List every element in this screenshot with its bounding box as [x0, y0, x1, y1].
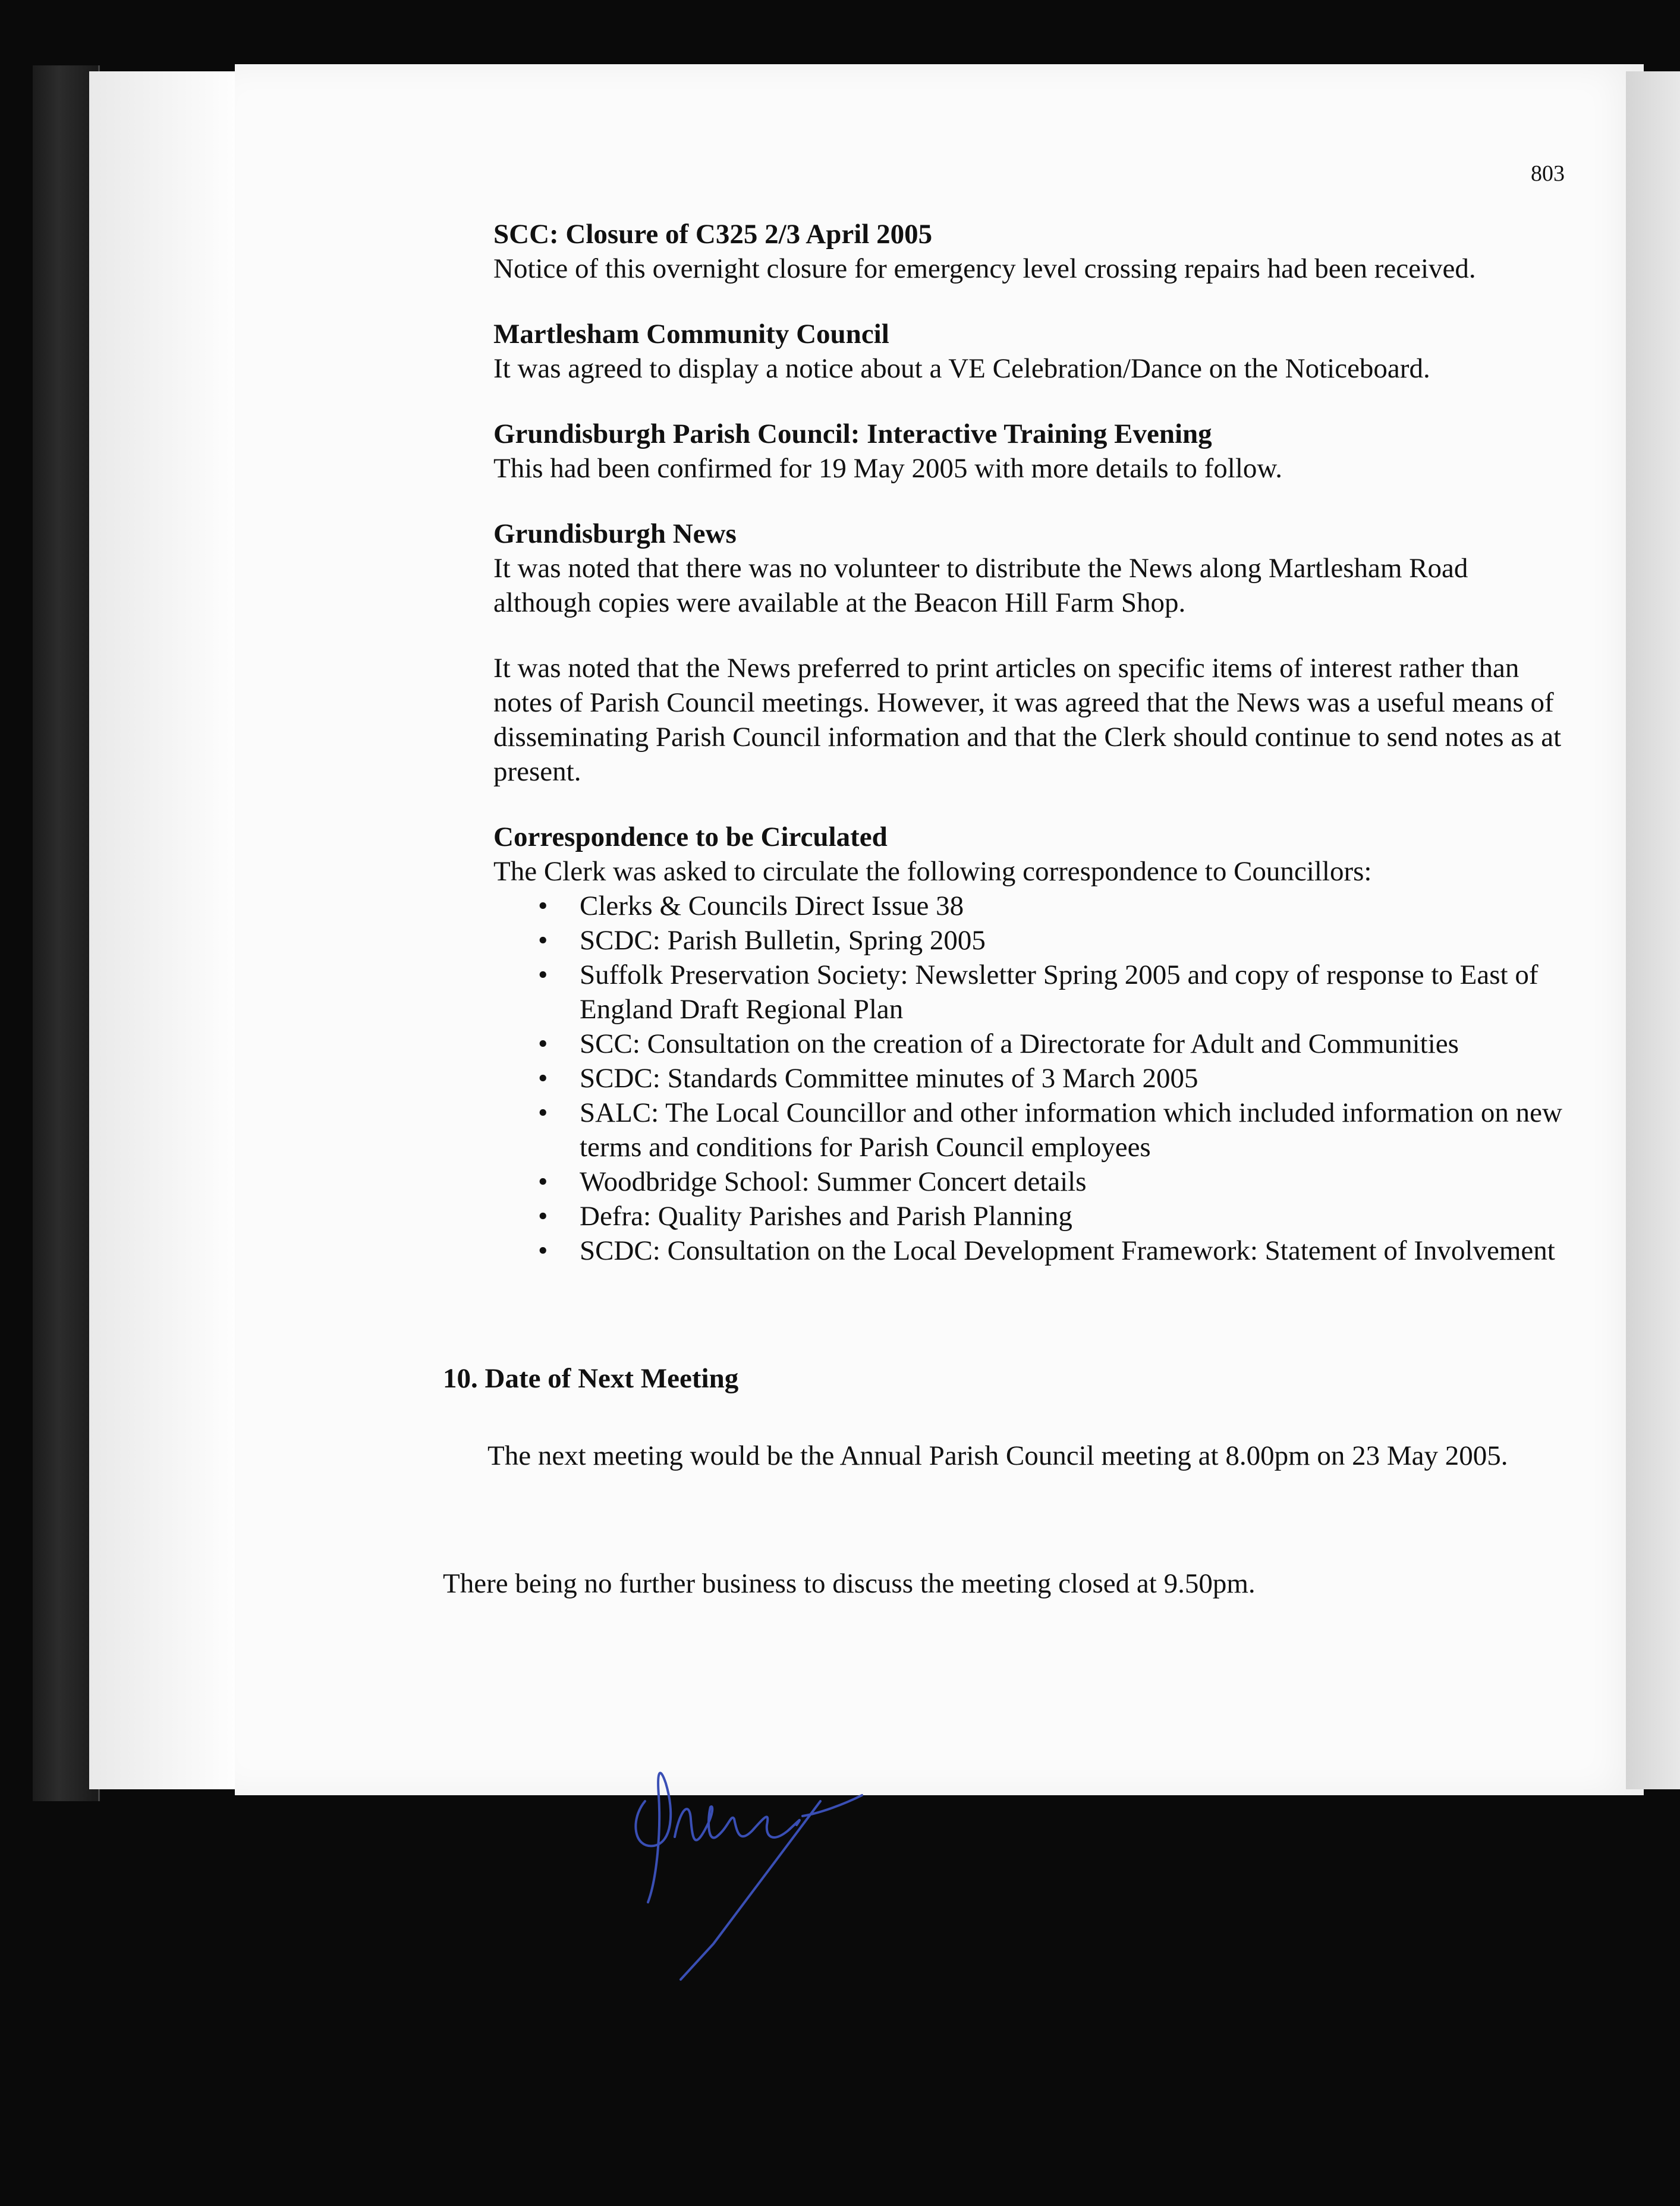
section-grundisburgh-news: [493, 517, 1563, 789]
section-martlesham: [493, 317, 1563, 386]
correspondence-list: [493, 889, 1563, 1268]
section-grundisburgh-pc: [493, 417, 1563, 486]
section-paragraph: This had been confirmed for 19 May 2005 with more details to follow.: [493, 453, 1283, 484]
section-paragraph: It was noted that the News preferred to print articles on specific items of interest rather than notes of Parish Council meetings. However, it was agreed that the News was a useful means of disseminating Parish Council information and that the Clerk should continue to send notes as at present.: [493, 653, 1562, 787]
page-stack-edge: [89, 71, 244, 1789]
section-heading: Grundisburgh Parish Council: Interactive Training Evening: [493, 418, 1212, 449]
section-heading: SCC: Closure of C325 2/3 April 2005: [493, 219, 933, 250]
list-item: • SALC: The Local Councillor and other information which included information on new terms and conditions for Parish Council employees: [580, 1096, 1563, 1165]
signature-strokes: [635, 1773, 862, 1980]
list-item: • Defra: Quality Parishes and Parish Planning: [580, 1199, 1563, 1233]
list-item: • SCC: Consultation on the creation of a Directorate for Adult and Communities: [580, 1027, 1563, 1061]
section-heading: Correspondence to be Circulated: [493, 822, 888, 852]
next-meeting-text: The next meeting would be the Annual Parish Council meeting at 8.00pm on 23 May 2005.: [487, 1440, 1508, 1471]
closing-statement: There being no further business to discuss the meeting closed at 9.50pm.: [443, 1568, 1256, 1599]
list-item: • SCDC: Parish Bulletin, Spring 2005: [580, 923, 1563, 958]
correspondence-intro: The Clerk was asked to circulate the following correspondence to Councillors:: [493, 856, 1372, 887]
section-paragraph: Notice of this overnight closure for emergency level crossing repairs had been received.: [493, 253, 1476, 284]
section-next-meeting: [443, 1361, 1572, 1473]
next-page-edge: [1626, 71, 1680, 1789]
list-item: • Woodbridge School: Summer Concert details: [580, 1165, 1563, 1199]
handwritten-signature: [624, 1748, 892, 1985]
list-item: • SCDC: Consultation on the Local Development Framework: Statement of Involvement: [580, 1233, 1563, 1268]
list-item: • Suffolk Preservation Society: Newsletter Spring 2005 and copy of response to East of England Draft Regional Plan: [580, 958, 1563, 1027]
section-heading: 10. Date of Next Meeting: [443, 1363, 739, 1394]
section-paragraph: It was agreed to display a notice about a VE Celebration/Dance on the Noticeboard.: [493, 353, 1430, 384]
list-item: • SCDC: Standards Committee minutes of 3 March 2005: [580, 1061, 1563, 1096]
page-number: 803: [1531, 161, 1565, 186]
section-scc-closure: [493, 217, 1563, 286]
minutes-content: [493, 217, 1563, 1299]
section-heading: Grundisburgh News: [493, 518, 737, 549]
section-paragraph: It was noted that there was no volunteer to distribute the News along Martlesham Road although copies were available at the Beacon Hill Farm Shop.: [493, 553, 1468, 618]
section-heading: Martlesham Community Council: [493, 319, 889, 350]
section-correspondence: [493, 820, 1563, 1268]
list-item: • Clerks & Councils Direct Issue 38: [580, 889, 1563, 923]
